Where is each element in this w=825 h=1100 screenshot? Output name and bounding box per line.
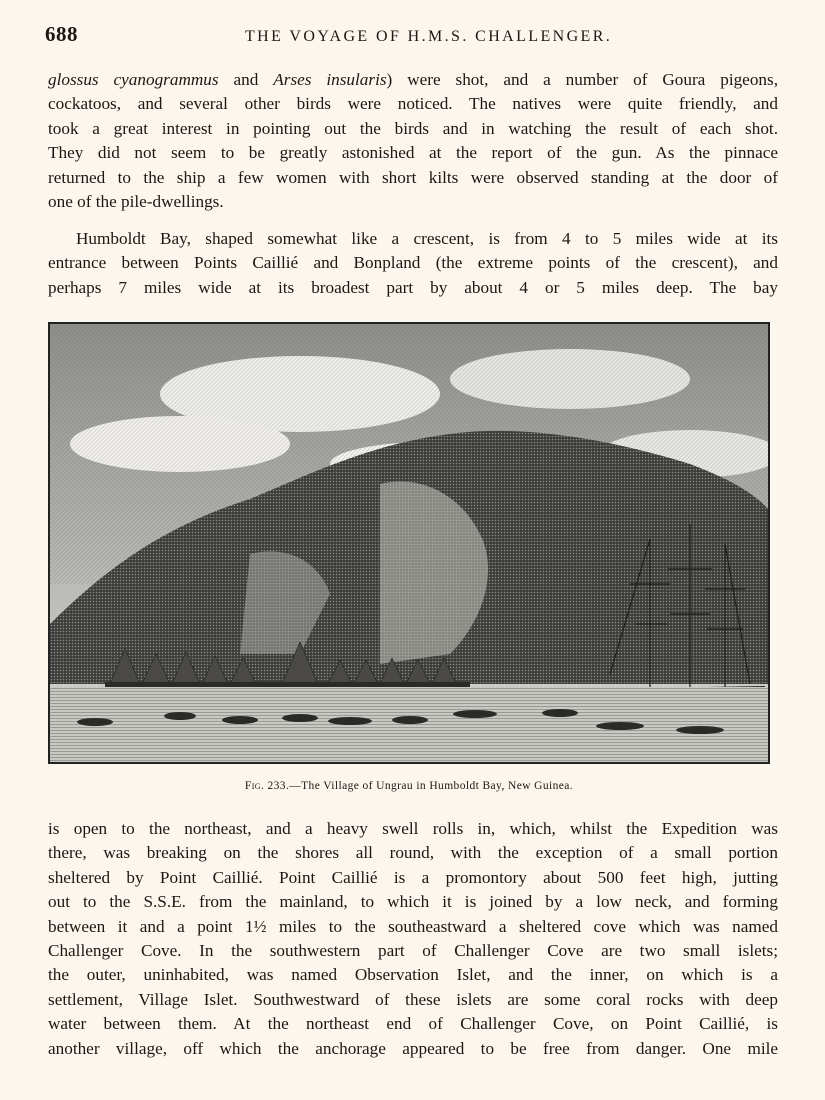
paragraph-2	[48, 227, 778, 300]
paragraph-3-line-2: there, was breaking on the shores all round, with the exception of a small portion	[48, 843, 778, 863]
figure-caption	[48, 780, 770, 792]
paragraph-3-line-5: between it and a point 1½ miles to the southeastward a sheltered cove which was named	[48, 916, 778, 936]
paragraph-3-line-9: water between them. At the northeast end of Challenger Cove, on Point Caillié, is	[48, 1014, 778, 1034]
paragraph-2-line-3: perhaps 7 miles wide at its broadest part by about 4 or 5 miles deep. The bay	[48, 277, 778, 297]
paragraph-1-line-5: returned to the ship a few women with short kilts were observed standing at the door of	[48, 167, 778, 187]
figure-caption-text: —The Village of Ungrau in Humboldt Bay, New Guinea.	[289, 780, 574, 792]
paragraph-3-line-6: Challenger Cove. In the southwestern part of Challenger Cove are two small islets;	[48, 941, 778, 961]
paragraph-2-line-1: Humboldt Bay, shaped somewhat like a crescent, is from 4 to 5 miles wide at its	[76, 229, 778, 248]
paragraph-3-line-1: is open to the northeast, and a heavy swell rolls in, which, whilst the Expedition was	[48, 819, 778, 838]
paragraph-3-line-8: settlement, Village Islet. Southwestward of these islets are some coral rocks with deep	[48, 989, 778, 1009]
paragraph-1-line-2: cockatoos, and several other birds were noticed. The natives were quite friendly, and	[48, 94, 778, 114]
paragraph-3-line-7: the outer, uninhabited, was named Observation Islet, and the inner, on which is a	[48, 965, 778, 985]
paragraph-3-line-4: out to the S.S.E. from the mainland, to which it is joined by a low neck, and forming	[48, 892, 778, 912]
paragraph-1	[48, 68, 778, 214]
paragraph-3-line-3: sheltered by Point Caillié. Point Caillié is a promontory about 500 feet high, jutting	[48, 867, 778, 887]
figure-label: Fig. 233.	[244, 780, 290, 792]
text-fragment: and	[218, 70, 274, 89]
species-name-1: glossus cyanogrammus	[48, 70, 219, 89]
page-number: 688	[45, 22, 78, 46]
paragraph-2-line-2: entrance between Points Caillié and Bonpland (the extreme points of the crescent), and	[48, 253, 778, 273]
paragraph-1-line-3: took a great interest in pointing out the birds and in watching the result of each shot.	[48, 118, 778, 138]
text-fragment: ) were shot, and a number of Goura pigeons,	[386, 70, 778, 89]
engraving-illustration	[48, 322, 770, 764]
species-name-2: Arses insularis	[273, 70, 387, 89]
paragraph-1-line-4: They did not seem to be greatly astonished at the report of the gun. As the pinnace	[48, 143, 778, 163]
paragraph-3	[48, 817, 778, 1061]
paragraph-1-line-6: one of the pile-dwellings.	[48, 192, 224, 212]
paragraph-1-line-1	[48, 68, 778, 92]
paragraph-3-line-10: another village, off which the anchorage appeared to be free from danger. One mile	[48, 1038, 778, 1058]
page-header	[45, 22, 795, 52]
village-engraving-image	[50, 324, 768, 762]
running-title: THE VOYAGE OF H.M.S. CHALLENGER.	[245, 28, 613, 45]
